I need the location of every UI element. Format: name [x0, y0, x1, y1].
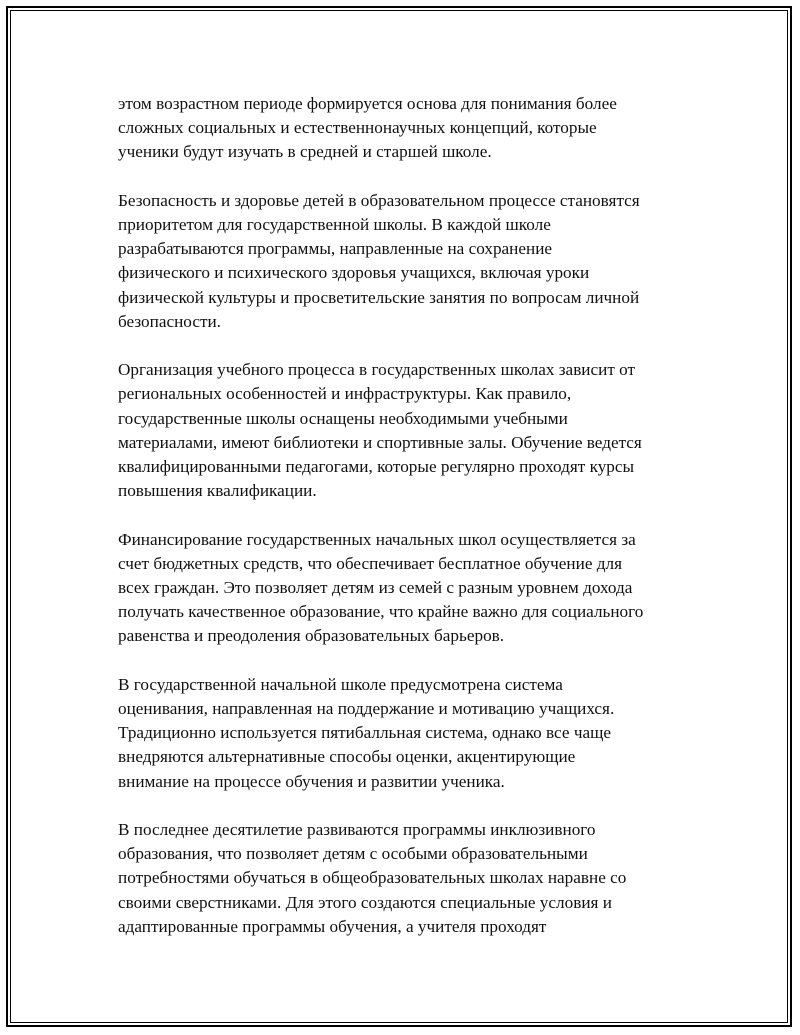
paragraph: [118, 673, 708, 794]
text-line: сложных социальных и естественнонаучных концепций, которые: [118, 118, 597, 138]
paragraph: [118, 92, 708, 165]
paragraph: [118, 189, 708, 334]
text-line: Финансирование государственных начальных школ осуществляется за: [118, 529, 636, 549]
text-line: Организация учебного процесса в государственных школах зависит от: [118, 360, 636, 380]
text-line: В последнее десятилетие развиваются программы инклюзивного: [118, 820, 596, 840]
paragraph: [118, 358, 708, 503]
text-line: материалами, имеют библиотеки и спортивные залы. Обучение ведется: [118, 432, 642, 452]
paragraph: [118, 528, 708, 649]
text-line: разрабатываются программы, направленные на сохранение: [118, 239, 553, 259]
text-line: Безопасность и здоровье детей в образовательном процессе становятся: [118, 190, 640, 210]
text-line: Традиционно используется пятибалльная система, однако все чаще: [118, 723, 611, 743]
text-line: квалифицированными педагогами, которые регулярно проходят курсы: [118, 457, 635, 477]
text-line: счет бюджетных средств, что обеспечивает бесплатное обучение для: [118, 553, 622, 573]
text-line: внимание на процессе обучения и развитии ученика.: [118, 771, 505, 791]
text-line: приоритетом для государственной школы. В каждой школе: [118, 215, 551, 234]
text-line: равенства и преодоления образовательных барьеров.: [118, 626, 505, 646]
text-line: получать качественное образование, что крайне важно для социального: [118, 602, 644, 622]
text-line: безопасности.: [118, 311, 221, 331]
text-line: государственные школы оснащены необходимыми учебными: [118, 408, 568, 428]
text-line: В государственной начальной школе предусмотрена система: [118, 674, 563, 694]
text-line: образования, что позволяет детям с особыми образовательными: [118, 844, 588, 864]
document-body: [118, 92, 708, 963]
text-line: потребностями обучаться в общеобразовательных школах наравне со: [118, 868, 627, 888]
paragraph: [118, 818, 708, 939]
text-line: физической культуры и просветительские занятия по вопросам личной: [118, 287, 640, 307]
text-line: внедряются альтернативные способы оценки, акцентирующие: [118, 747, 576, 767]
text-line: физического и психического здоровья учащихся, включая уроки: [118, 263, 590, 283]
text-line: повышения квалификации.: [118, 481, 317, 501]
text-line: ученики будут изучать в средней и старшей школе.: [118, 142, 492, 162]
text-line: всех граждан. Это позволяет детям из семей с разным уровнем дохода: [118, 578, 633, 598]
text-line: оценивания, направленная на поддержание и мотивацию учащихся.: [118, 699, 615, 719]
text-line: адаптированные программы обучения, а учителя проходят: [118, 916, 547, 936]
text-line: этом возрастном периоде формируется основа для понимания более: [118, 94, 617, 113]
text-line: региональных особенностей и инфраструктуры. Как правило,: [118, 384, 572, 404]
text-line: своими сверстниками. Для этого создаются специальные условия и: [118, 892, 612, 912]
